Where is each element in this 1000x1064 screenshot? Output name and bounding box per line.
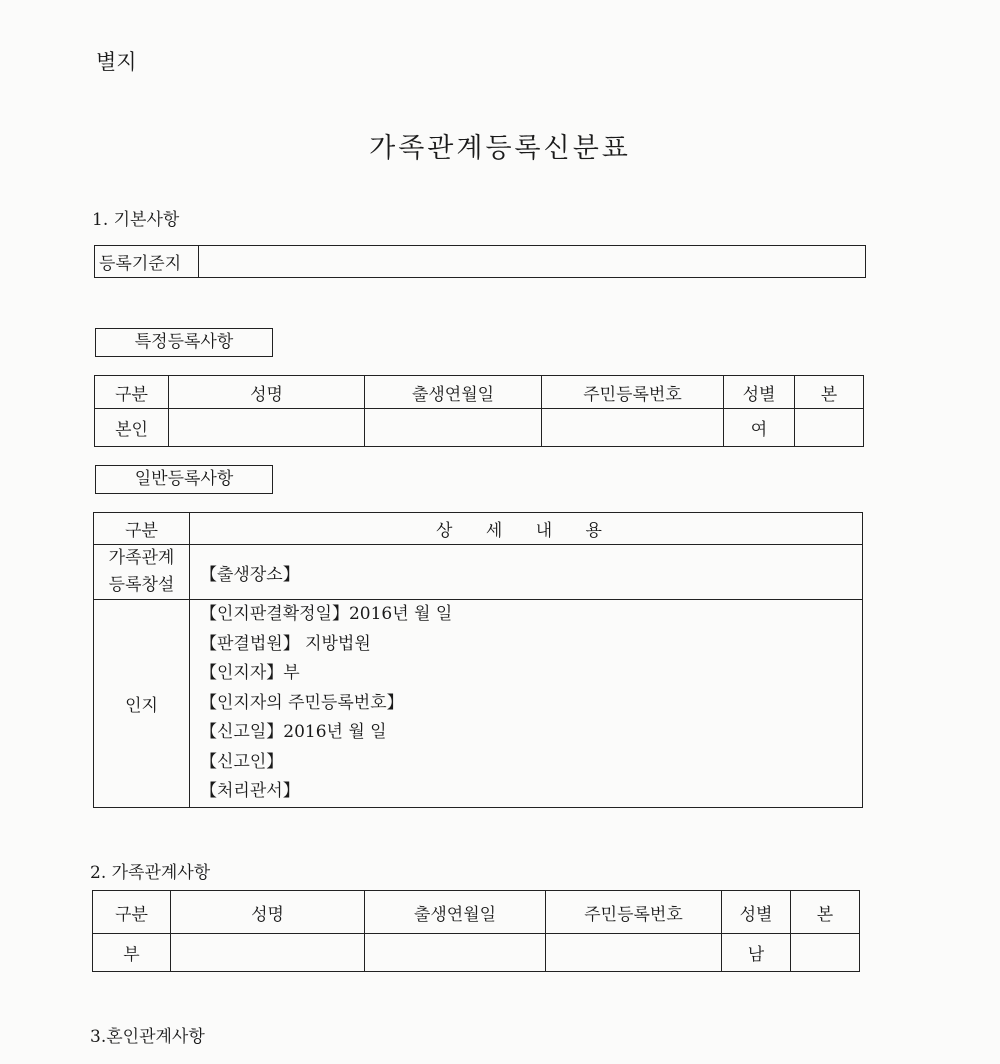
general-row1-detail: 【출생장소】 <box>190 545 863 600</box>
family-col-bon: 본 <box>791 891 860 934</box>
family-cell-category: 부 <box>93 934 171 972</box>
family-cell-bon <box>791 934 860 972</box>
general-label: 일반등록사항 <box>95 465 273 494</box>
special-table <box>94 375 864 447</box>
family-cell-rrn <box>546 934 722 972</box>
general-col-detail: 상 세 내 용 <box>190 513 863 545</box>
special-cell-rrn <box>542 409 724 447</box>
family-col-category: 구분 <box>93 891 171 934</box>
detail-line: 【처리관서】 <box>200 781 300 801</box>
special-col-bon: 본 <box>795 376 864 409</box>
detail-line: 【신고인】 <box>200 751 284 772</box>
family-cell-gender: 남 <box>722 934 791 972</box>
basis-value <box>199 246 866 278</box>
document-title: 가족관계등록신분표 <box>369 133 631 164</box>
general-table <box>93 512 863 808</box>
family-table <box>92 890 860 972</box>
basis-label: 등록기준지 <box>95 246 199 278</box>
detail-line: 【판결법원】 지방법원 <box>200 633 371 654</box>
general-row2-category: 인지 <box>94 600 190 808</box>
special-label: 특정등록사항 <box>95 328 273 357</box>
special-col-birth: 출생연월일 <box>365 376 542 409</box>
basis-table <box>94 245 866 278</box>
attachment-label: 별지 <box>96 50 137 74</box>
section3-heading: 3.혼인관계사항 <box>90 1027 205 1047</box>
section1-heading: 1. 기본사항 <box>92 210 180 230</box>
special-col-rrn: 주민등록번호 <box>542 376 724 409</box>
detail-line: 【인지자】부 <box>200 663 300 683</box>
special-col-category: 구분 <box>95 376 169 409</box>
special-col-gender: 성별 <box>724 376 795 409</box>
family-cell-birth <box>365 934 546 972</box>
family-col-birth: 출생연월일 <box>365 891 546 934</box>
family-col-name: 성명 <box>171 891 365 934</box>
special-cell-birth <box>365 409 542 447</box>
family-col-gender: 성별 <box>722 891 791 934</box>
section2-heading: 2. 가족관계사항 <box>90 863 211 883</box>
general-row1-category <box>94 545 190 600</box>
general-row2-details <box>190 600 863 808</box>
general-col-category: 구분 <box>94 513 190 545</box>
detail-line: 【인지판결확정일】2016년 월 일 <box>200 604 453 624</box>
detail-line: 【인지자의 주민등록번호】 <box>200 692 404 713</box>
general-row1-category-line2: 등록창설 <box>108 575 175 595</box>
special-cell-category: 본인 <box>95 409 169 447</box>
special-col-name: 성명 <box>169 376 365 409</box>
special-cell-bon <box>795 409 864 447</box>
special-cell-gender: 여 <box>724 409 795 447</box>
family-cell-name <box>171 934 365 972</box>
family-col-rrn: 주민등록번호 <box>546 891 722 934</box>
special-cell-name <box>169 409 365 447</box>
detail-line: 【신고일】2016년 월 일 <box>200 722 387 742</box>
general-row1-category-line1: 가족관계 <box>108 548 175 568</box>
